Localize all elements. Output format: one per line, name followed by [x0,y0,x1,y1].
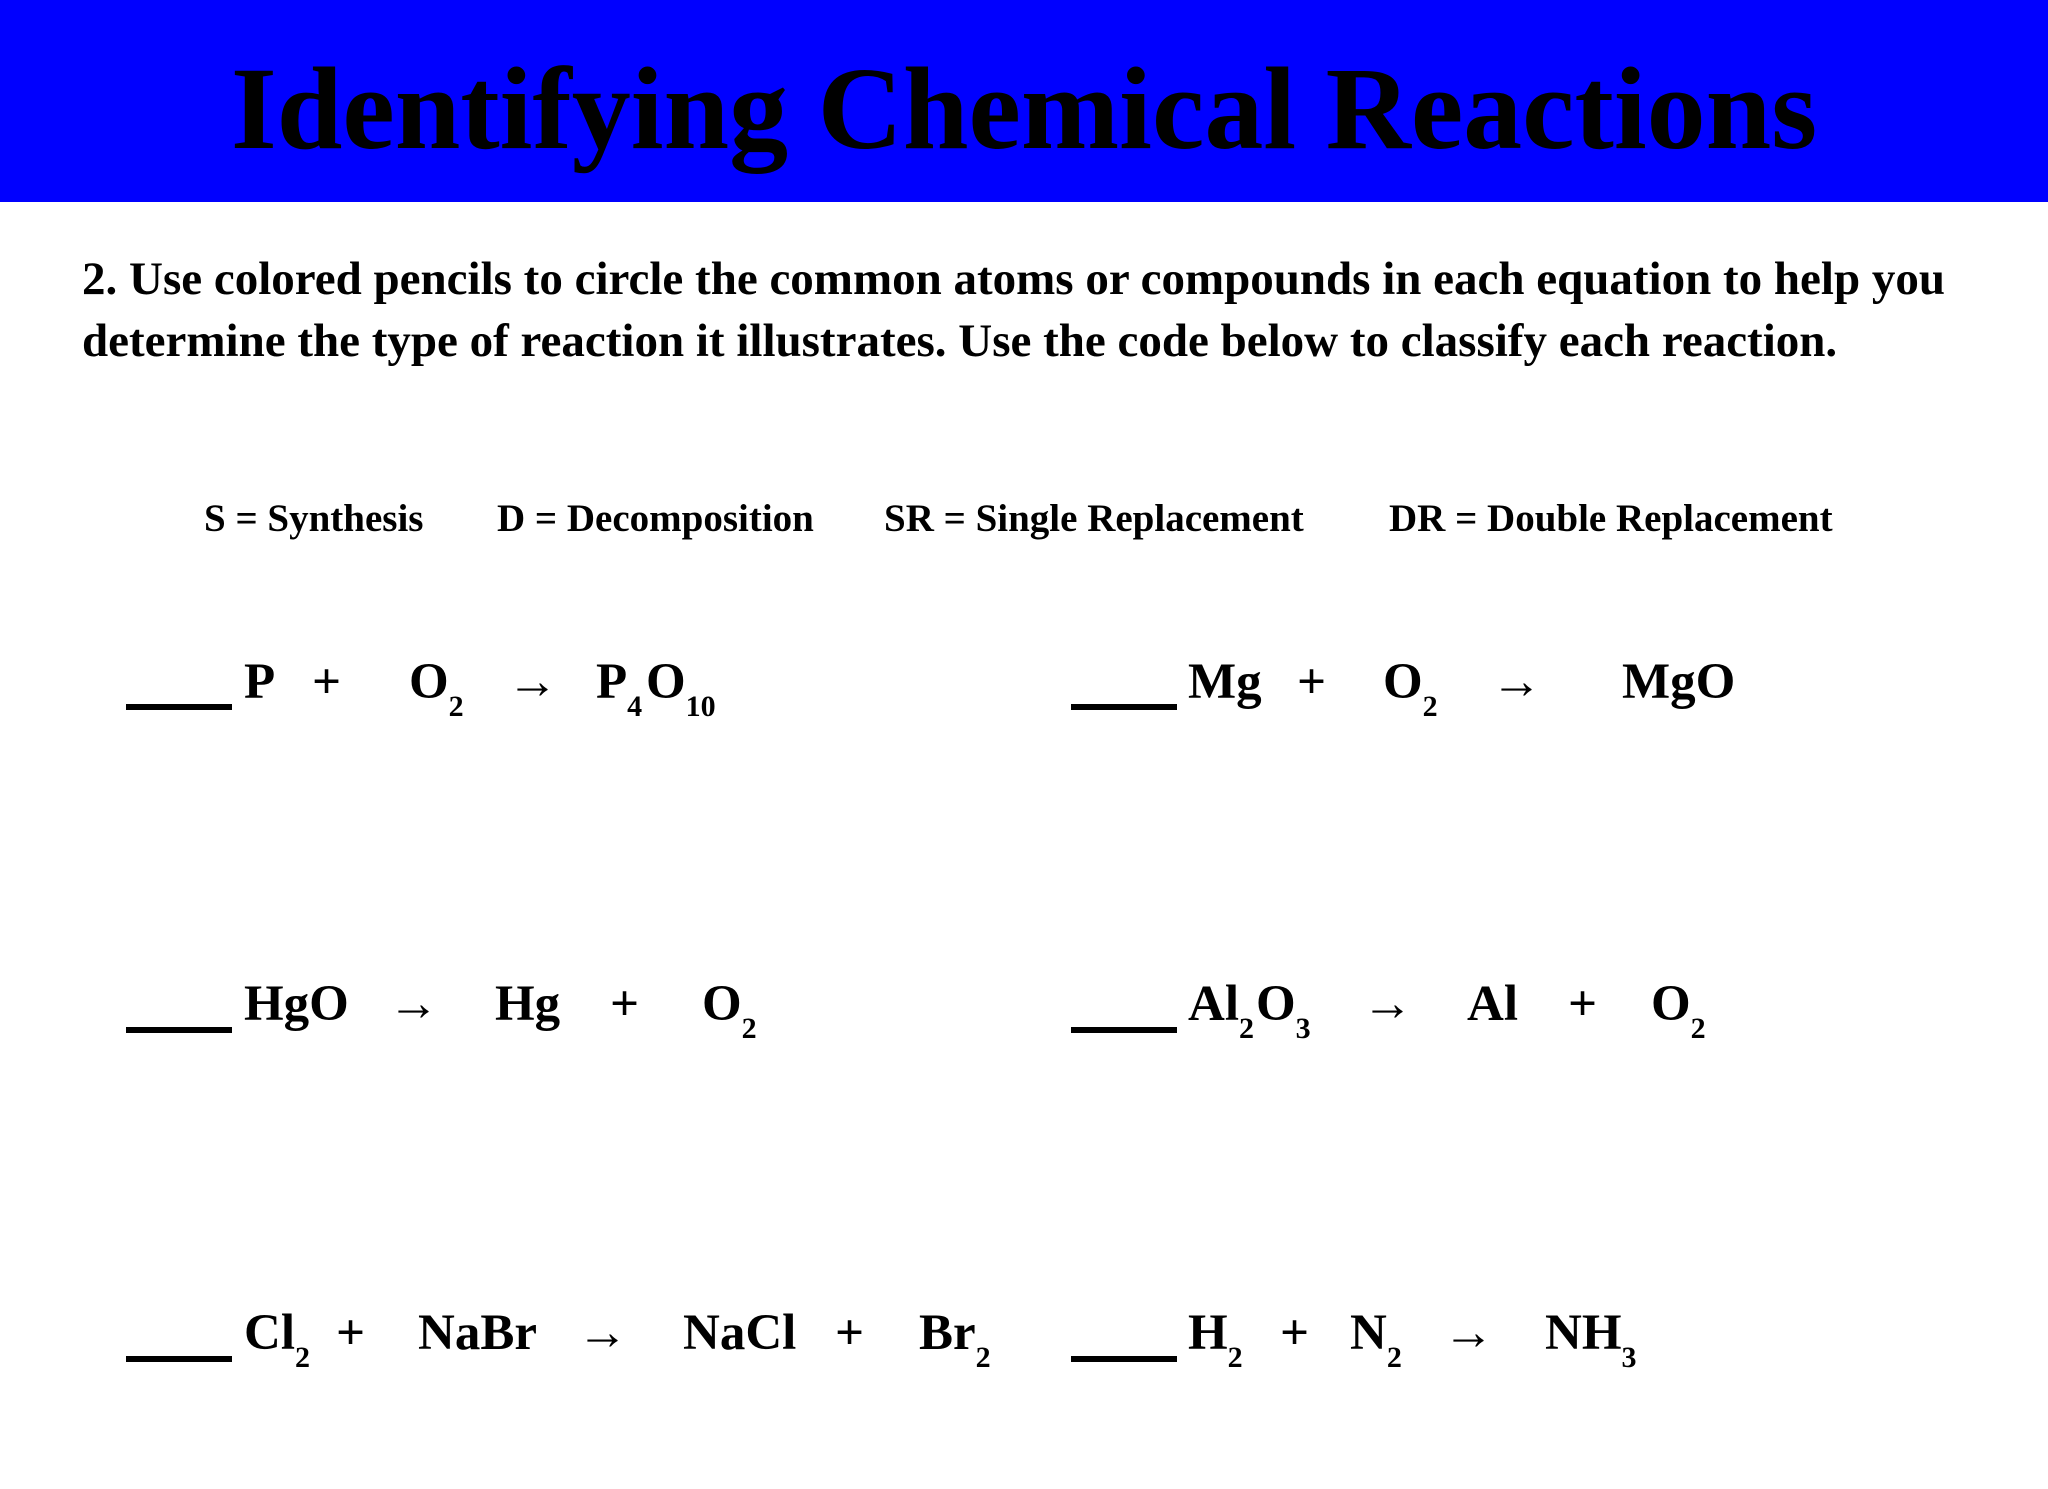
equation-token: $Br_2$ [919,1305,991,1374]
equation-token: + [835,1305,865,1361]
equation-token: Hg [495,976,561,1032]
equation-token: → [577,1305,628,1361]
instructions-text: 2. Use colored pencils to circle the common atoms or compounds in each equation to help you determine the type of reaction it illustrates. Use the code below to classify each reaction. [82,253,1945,367]
equation-token: + [1297,654,1327,710]
equation-token: $O_2$ [1383,654,1438,723]
equation-token: $H_2$ [1188,1305,1243,1374]
equation-token: + [610,976,640,1032]
code-synthesis: S = Synthesis [204,497,424,540]
equation-token: → [1491,654,1542,710]
equation-token: NaCl [683,1305,797,1361]
equation-token: Mg [1188,654,1262,710]
equation-token: $O_2$ [409,654,464,723]
equation-token: $Al_2$ [1188,976,1254,1045]
page-title: Identifying Chemical Reactions [230,43,1818,174]
equation-token: + [1568,976,1598,1032]
equation-token: + [336,1305,366,1361]
equation-token: $N_2$ [1350,1305,1402,1374]
answer-blank[interactable] [1071,704,1177,710]
equation-token: $O_3$ [1256,976,1311,1045]
equation-token: Al [1467,976,1518,1032]
equation-token: $NH_3$ [1545,1305,1637,1374]
answer-blank[interactable] [126,704,232,710]
equation-token: $Cl_2$ [244,1305,310,1374]
equation-token: $O_2$ [1651,976,1706,1045]
equation-token: $P_4$ [596,654,643,723]
code-double-replacement: DR = Double Replacement [1389,497,1833,540]
equation-token: MgO [1622,654,1736,710]
code-single-replacement: SR = Single Replacement [884,497,1304,540]
equation-token: + [312,654,342,710]
equation-token: → [1443,1305,1494,1361]
equation-token: P [244,654,276,710]
equation-token: $O_2$ [702,976,757,1045]
answer-blank[interactable] [1071,1027,1177,1033]
equation-token: $O_{10}$ [646,654,716,723]
equation-token: → [507,654,558,710]
answer-blank[interactable] [1071,1356,1177,1362]
equation-token: → [1362,976,1413,1032]
equation-token: + [1280,1305,1310,1361]
code-decomposition: D = Decomposition [497,497,814,540]
equation-token: NaBr [418,1305,537,1361]
equation-token: HgO [244,976,349,1032]
equation-token: → [388,976,439,1032]
answer-blank[interactable] [126,1027,232,1033]
answer-blank[interactable] [126,1356,232,1362]
